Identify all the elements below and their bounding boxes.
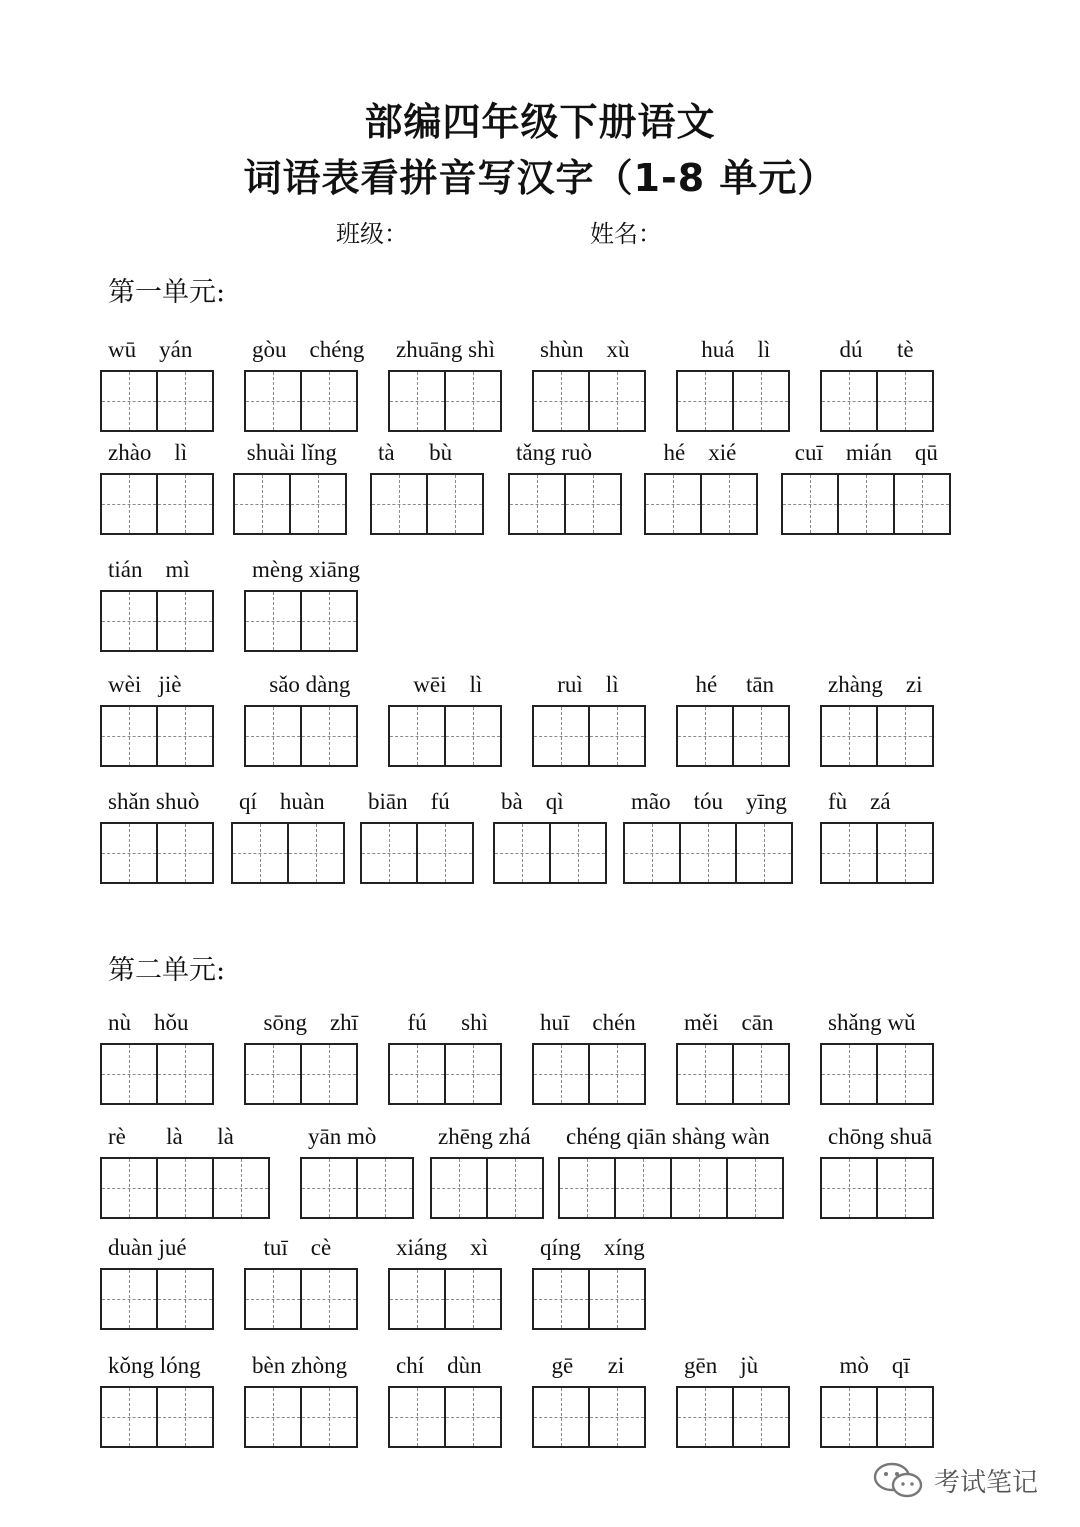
writing-box[interactable] bbox=[356, 1157, 414, 1219]
word-item bbox=[493, 789, 605, 884]
writing-grid bbox=[100, 1386, 212, 1448]
writing-box[interactable] bbox=[508, 473, 566, 535]
word-item bbox=[820, 672, 932, 767]
writing-box[interactable] bbox=[100, 370, 158, 432]
writing-grid bbox=[100, 822, 212, 884]
writing-box[interactable] bbox=[100, 1386, 158, 1448]
writing-grid bbox=[100, 473, 212, 535]
writing-box[interactable] bbox=[388, 1268, 446, 1330]
writing-box[interactable] bbox=[244, 1268, 302, 1330]
pinyin-label: huá lì bbox=[684, 337, 771, 362]
pinyin-label: měi cān bbox=[684, 1010, 774, 1035]
writing-box[interactable] bbox=[244, 1043, 302, 1105]
writing-grid bbox=[100, 370, 212, 432]
writing-grid bbox=[493, 822, 605, 884]
writing-grid bbox=[388, 705, 500, 767]
pinyin-label: duàn jué bbox=[108, 1235, 187, 1260]
pinyin-label: mão tóu yīng bbox=[631, 789, 787, 814]
section-title: 第二单元: bbox=[108, 955, 226, 986]
pinyin-label: tián mì bbox=[108, 557, 190, 582]
writing-box[interactable] bbox=[532, 370, 590, 432]
writing-grid bbox=[388, 370, 500, 432]
writing-box[interactable] bbox=[876, 1386, 934, 1448]
writing-box[interactable] bbox=[493, 822, 551, 884]
writing-box[interactable] bbox=[156, 1043, 214, 1105]
pinyin-label: mèng xiāng bbox=[252, 557, 360, 582]
writing-grid bbox=[100, 705, 212, 767]
word-item bbox=[100, 1010, 212, 1105]
pinyin-label: qíng xíng bbox=[540, 1235, 645, 1260]
writing-grid bbox=[233, 473, 345, 535]
pinyin-label: hé xié bbox=[652, 440, 737, 465]
writing-grid bbox=[231, 822, 343, 884]
pinyin-label: ruì lì bbox=[540, 672, 619, 697]
writing-box[interactable] bbox=[244, 705, 302, 767]
writing-grid bbox=[676, 1043, 788, 1105]
page-subtitle: 词语表看拼音写汉字（1-8 单元） bbox=[243, 156, 837, 200]
writing-box[interactable] bbox=[732, 1386, 790, 1448]
writing-box[interactable] bbox=[558, 1157, 616, 1219]
writing-box[interactable] bbox=[820, 1043, 878, 1105]
writing-box[interactable] bbox=[300, 1386, 358, 1448]
writing-box[interactable] bbox=[876, 1043, 934, 1105]
writing-box[interactable] bbox=[156, 1386, 214, 1448]
word-item bbox=[300, 1124, 412, 1219]
word-item bbox=[233, 440, 345, 535]
word-item bbox=[644, 440, 756, 535]
pinyin-label: zhuāng shì bbox=[396, 337, 496, 362]
writing-grid bbox=[820, 1386, 932, 1448]
writing-box[interactable] bbox=[300, 1157, 358, 1219]
writing-box[interactable] bbox=[300, 1268, 358, 1330]
writing-box[interactable] bbox=[670, 1157, 728, 1219]
writing-box[interactable] bbox=[893, 473, 951, 535]
writing-box[interactable] bbox=[486, 1157, 544, 1219]
writing-box[interactable] bbox=[100, 1043, 158, 1105]
writing-grid bbox=[676, 370, 788, 432]
writing-grid bbox=[532, 1386, 644, 1448]
pinyin-label: wū yán bbox=[108, 337, 193, 362]
writing-box[interactable] bbox=[416, 822, 474, 884]
writing-box[interactable] bbox=[430, 1157, 488, 1219]
word-item bbox=[676, 672, 788, 767]
class-label: 班级： bbox=[336, 220, 408, 248]
word-item bbox=[532, 337, 644, 432]
writing-box[interactable] bbox=[837, 473, 895, 535]
word-item bbox=[558, 1124, 782, 1219]
pinyin-label: xiáng xì bbox=[396, 1235, 488, 1260]
pinyin-label: tuī cè bbox=[252, 1235, 332, 1260]
writing-grid bbox=[100, 1268, 212, 1330]
pinyin-label: kǒng lóng bbox=[108, 1353, 201, 1378]
pinyin-label: wēi lì bbox=[396, 672, 483, 697]
writing-grid bbox=[244, 370, 356, 432]
word-item bbox=[100, 337, 212, 432]
word-item bbox=[360, 789, 472, 884]
writing-grid bbox=[558, 1157, 782, 1219]
writing-box[interactable] bbox=[444, 1386, 502, 1448]
pinyin-label: chōng shuā bbox=[828, 1124, 933, 1149]
writing-box[interactable] bbox=[781, 473, 839, 535]
watermark bbox=[872, 1460, 1038, 1500]
writing-box[interactable] bbox=[244, 370, 302, 432]
writing-box[interactable] bbox=[732, 1043, 790, 1105]
pinyin-label: biān fú bbox=[368, 789, 450, 814]
pinyin-label: shǎng wǔ bbox=[828, 1010, 916, 1035]
word-item bbox=[100, 557, 212, 652]
word-item bbox=[532, 1353, 644, 1448]
writing-box[interactable] bbox=[444, 370, 502, 432]
writing-box[interactable] bbox=[289, 473, 347, 535]
word-item bbox=[388, 337, 500, 432]
writing-box[interactable] bbox=[388, 370, 446, 432]
word-item bbox=[676, 337, 788, 432]
writing-box[interactable] bbox=[287, 822, 345, 884]
writing-grid bbox=[100, 1043, 212, 1105]
word-item bbox=[388, 1353, 500, 1448]
writing-box[interactable] bbox=[100, 705, 158, 767]
writing-box[interactable] bbox=[244, 1386, 302, 1448]
pinyin-label: tǎng ruò bbox=[516, 440, 593, 465]
writing-grid bbox=[370, 473, 482, 535]
wechat-icon bbox=[872, 1460, 926, 1500]
writing-grid bbox=[820, 1157, 932, 1219]
writing-box[interactable] bbox=[676, 705, 734, 767]
pinyin-label: zhào lì bbox=[108, 440, 188, 465]
writing-grid bbox=[820, 1043, 932, 1105]
word-item bbox=[100, 1353, 212, 1448]
word-item bbox=[388, 1010, 500, 1105]
writing-box[interactable] bbox=[244, 590, 302, 652]
writing-box[interactable] bbox=[233, 473, 291, 535]
pinyin-label: mò qī bbox=[828, 1353, 910, 1378]
writing-grid bbox=[388, 1043, 500, 1105]
pinyin-label: zhàng zi bbox=[828, 672, 923, 697]
writing-box[interactable] bbox=[300, 370, 358, 432]
writing-box[interactable] bbox=[820, 370, 878, 432]
pinyin-label: wèi jiè bbox=[108, 672, 182, 697]
word-item bbox=[820, 337, 932, 432]
writing-grid bbox=[676, 705, 788, 767]
word-item bbox=[244, 1010, 359, 1105]
word-item bbox=[532, 1235, 645, 1330]
word-item bbox=[100, 1124, 268, 1219]
pinyin-label: chéng qiān shàng wàn bbox=[566, 1124, 770, 1149]
word-item bbox=[388, 672, 500, 767]
word-item bbox=[100, 789, 212, 884]
writing-grid bbox=[820, 705, 932, 767]
writing-box[interactable] bbox=[100, 1157, 158, 1219]
writing-box[interactable] bbox=[388, 1386, 446, 1448]
pinyin-label: chí dùn bbox=[396, 1353, 482, 1378]
writing-box[interactable] bbox=[588, 370, 646, 432]
word-item bbox=[244, 672, 356, 767]
writing-box[interactable] bbox=[820, 1157, 878, 1219]
pinyin-label: sōng zhī bbox=[252, 1010, 359, 1035]
word-item bbox=[820, 1124, 933, 1219]
pinyin-label: cuī mián qū bbox=[789, 440, 938, 465]
word-item bbox=[623, 789, 791, 884]
pinyin-label: gē zi bbox=[540, 1353, 625, 1378]
writing-box[interactable] bbox=[444, 705, 502, 767]
writing-box[interactable] bbox=[588, 1043, 646, 1105]
writing-box[interactable] bbox=[676, 1386, 734, 1448]
word-item bbox=[388, 1235, 500, 1330]
writing-grid bbox=[623, 822, 791, 884]
watermark-text: 考试笔记 bbox=[934, 1467, 1039, 1498]
writing-box[interactable] bbox=[679, 822, 737, 884]
writing-grid bbox=[100, 590, 212, 652]
pinyin-label: yān mò bbox=[308, 1124, 377, 1149]
writing-box[interactable] bbox=[156, 1157, 214, 1219]
writing-box[interactable] bbox=[644, 473, 702, 535]
pinyin-label: shuài lǐng bbox=[241, 440, 337, 465]
writing-grid bbox=[820, 370, 932, 432]
writing-box[interactable] bbox=[876, 822, 934, 884]
pinyin-label: huī chén bbox=[540, 1010, 636, 1035]
writing-box[interactable] bbox=[444, 1043, 502, 1105]
writing-grid bbox=[430, 1157, 542, 1219]
word-item bbox=[532, 1010, 644, 1105]
word-item bbox=[244, 557, 360, 652]
pinyin-label: rè là là bbox=[108, 1124, 234, 1149]
writing-grid bbox=[388, 1268, 500, 1330]
pinyin-label: fú shì bbox=[396, 1010, 488, 1035]
writing-box[interactable] bbox=[820, 1386, 878, 1448]
writing-box[interactable] bbox=[564, 473, 622, 535]
writing-grid bbox=[244, 1386, 356, 1448]
writing-box[interactable] bbox=[156, 590, 214, 652]
writing-box[interactable] bbox=[100, 590, 158, 652]
writing-box[interactable] bbox=[732, 370, 790, 432]
writing-grid bbox=[532, 705, 644, 767]
pinyin-label: shǎn shuò bbox=[108, 789, 200, 814]
pinyin-label: bà qì bbox=[501, 789, 564, 814]
word-item bbox=[820, 789, 932, 884]
word-item bbox=[244, 1353, 356, 1448]
writing-box[interactable] bbox=[820, 822, 878, 884]
pinyin-label: bèn zhòng bbox=[252, 1353, 348, 1378]
word-item bbox=[820, 1010, 932, 1105]
writing-box[interactable] bbox=[700, 473, 758, 535]
writing-box[interactable] bbox=[100, 1268, 158, 1330]
writing-box[interactable] bbox=[726, 1157, 784, 1219]
writing-box[interactable] bbox=[100, 473, 158, 535]
writing-grid bbox=[100, 1157, 268, 1219]
writing-box[interactable] bbox=[212, 1157, 270, 1219]
word-item bbox=[100, 672, 212, 767]
writing-box[interactable] bbox=[532, 1043, 590, 1105]
pinyin-label: sǎo dàng bbox=[252, 672, 351, 697]
pinyin-label: gòu chéng bbox=[252, 337, 365, 362]
word-item bbox=[231, 789, 343, 884]
writing-box[interactable] bbox=[614, 1157, 672, 1219]
pinyin-label: gēn jù bbox=[684, 1353, 759, 1378]
word-item bbox=[100, 1235, 212, 1330]
section-title: 第一单元: bbox=[108, 277, 226, 308]
pinyin-label: shùn xù bbox=[540, 337, 630, 362]
pinyin-label: fù zá bbox=[828, 789, 891, 814]
word-item bbox=[532, 672, 644, 767]
name-label: 姓名： bbox=[590, 220, 662, 248]
writing-grid bbox=[508, 473, 620, 535]
word-item bbox=[781, 440, 949, 535]
writing-box[interactable] bbox=[360, 822, 418, 884]
page-title: 部编四年级下册语文 bbox=[364, 100, 716, 144]
pinyin-label: nù hǒu bbox=[108, 1010, 189, 1035]
writing-box[interactable] bbox=[444, 1268, 502, 1330]
pinyin-label: zhēng zhá bbox=[438, 1124, 531, 1149]
writing-box[interactable] bbox=[388, 1043, 446, 1105]
writing-box[interactable] bbox=[532, 1268, 590, 1330]
word-item bbox=[676, 1010, 788, 1105]
writing-box[interactable] bbox=[876, 1157, 934, 1219]
word-item bbox=[676, 1353, 788, 1448]
word-item bbox=[244, 1235, 356, 1330]
writing-grid bbox=[781, 473, 949, 535]
writing-grid bbox=[820, 822, 932, 884]
writing-box[interactable] bbox=[549, 822, 607, 884]
pinyin-label: tà bù bbox=[378, 440, 453, 465]
word-item bbox=[430, 1124, 542, 1219]
writing-grid bbox=[532, 370, 644, 432]
writing-box[interactable] bbox=[588, 1386, 646, 1448]
writing-grid bbox=[300, 1157, 412, 1219]
writing-box[interactable] bbox=[156, 705, 214, 767]
writing-box[interactable] bbox=[676, 1043, 734, 1105]
writing-box[interactable] bbox=[156, 1268, 214, 1330]
writing-grid bbox=[644, 473, 756, 535]
word-item bbox=[370, 440, 482, 535]
writing-grid bbox=[244, 705, 356, 767]
writing-box[interactable] bbox=[676, 370, 734, 432]
writing-box[interactable] bbox=[876, 370, 934, 432]
writing-box[interactable] bbox=[388, 705, 446, 767]
writing-box[interactable] bbox=[820, 705, 878, 767]
writing-box[interactable] bbox=[588, 1268, 646, 1330]
writing-box[interactable] bbox=[370, 473, 428, 535]
pinyin-label: hé tān bbox=[684, 672, 775, 697]
writing-box[interactable] bbox=[532, 1386, 590, 1448]
word-item bbox=[100, 440, 212, 535]
writing-box[interactable] bbox=[100, 822, 158, 884]
word-item bbox=[508, 440, 620, 535]
writing-box[interactable] bbox=[156, 473, 214, 535]
writing-box[interactable] bbox=[732, 705, 790, 767]
pinyin-label: qí huàn bbox=[239, 789, 325, 814]
writing-box[interactable] bbox=[876, 705, 934, 767]
writing-box[interactable] bbox=[231, 822, 289, 884]
writing-box[interactable] bbox=[426, 473, 484, 535]
writing-box[interactable] bbox=[300, 705, 358, 767]
writing-box[interactable] bbox=[623, 822, 681, 884]
writing-box[interactable] bbox=[300, 1043, 358, 1105]
pinyin-label: dú tè bbox=[828, 337, 914, 362]
writing-grid bbox=[532, 1043, 644, 1105]
writing-box[interactable] bbox=[300, 590, 358, 652]
writing-box[interactable] bbox=[156, 822, 214, 884]
writing-box[interactable] bbox=[735, 822, 793, 884]
word-item bbox=[820, 1353, 932, 1448]
writing-grid bbox=[676, 1386, 788, 1448]
writing-grid bbox=[360, 822, 472, 884]
writing-grid bbox=[244, 1043, 356, 1105]
writing-grid bbox=[244, 1268, 356, 1330]
writing-box[interactable] bbox=[532, 705, 590, 767]
word-item bbox=[244, 337, 365, 432]
writing-grid bbox=[244, 590, 356, 652]
writing-grid bbox=[388, 1386, 500, 1448]
writing-box[interactable] bbox=[588, 705, 646, 767]
writing-box[interactable] bbox=[156, 370, 214, 432]
writing-grid bbox=[532, 1268, 644, 1330]
